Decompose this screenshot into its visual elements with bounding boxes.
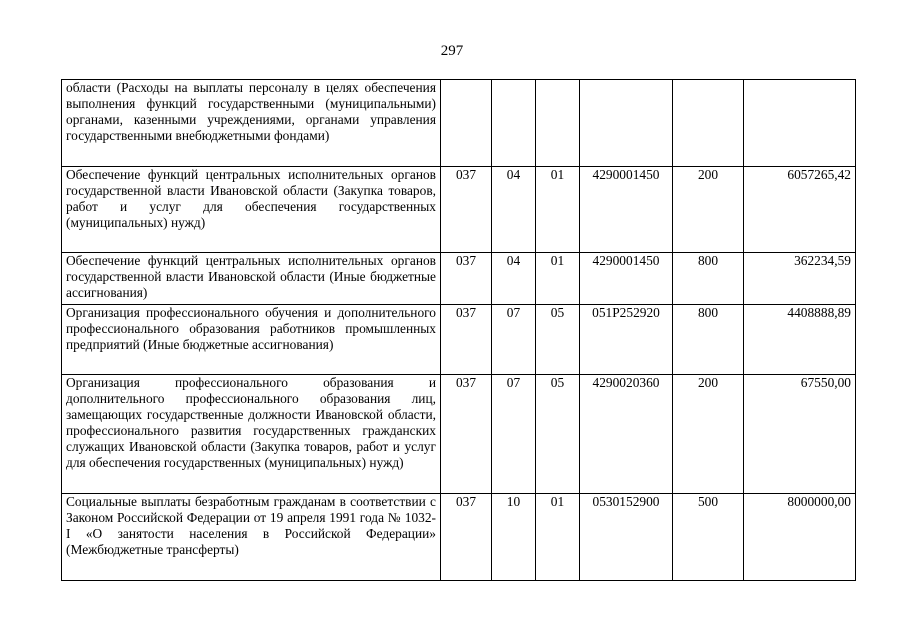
row-expense-type: 500 xyxy=(673,494,744,581)
row-target-article: 4290020360 xyxy=(580,375,673,494)
table-row xyxy=(62,167,856,253)
row-subsection: 05 xyxy=(536,305,580,375)
row-admin-code: 037 xyxy=(441,305,492,375)
row-admin-code xyxy=(441,80,492,167)
row-subsection: 01 xyxy=(536,253,580,305)
row-target-article: 4290001450 xyxy=(580,167,673,253)
row-expense-type: 800 xyxy=(673,305,744,375)
row-subsection: 01 xyxy=(536,494,580,581)
row-target-article xyxy=(580,80,673,167)
row-expense-type: 200 xyxy=(673,375,744,494)
row-description: Организация профессионального обучения и дополнительного профессионального образования работников промышленных предприятий (Иные бюджетные ассигнования) xyxy=(62,305,441,375)
row-section: 10 xyxy=(492,494,536,581)
row-subsection: 05 xyxy=(536,375,580,494)
row-section: 04 xyxy=(492,167,536,253)
row-amount: 6057265,42 xyxy=(744,167,856,253)
row-amount: 67550,00 xyxy=(744,375,856,494)
row-amount: 4408888,89 xyxy=(744,305,856,375)
row-target-article: 4290001450 xyxy=(580,253,673,305)
row-description: области (Расходы на выплаты персоналу в целях обеспечения выполнения функций государственными (муниципальными) органами, казенными учреждениями, органами управления государственными внебюджетными фондами) xyxy=(62,80,441,167)
row-admin-code: 037 xyxy=(441,494,492,581)
table-row xyxy=(62,375,856,494)
table-row xyxy=(62,253,856,305)
table-row xyxy=(62,80,856,167)
row-target-article: 0530152900 xyxy=(580,494,673,581)
row-amount: 8000000,00 xyxy=(744,494,856,581)
row-description: Социальные выплаты безработным гражданам в соответствии с Законом Российской Федерации от 19 апреля 1991 года № 1032-I «О занятости населения в Российской Федерации» (Межбюджетные трансферты) xyxy=(62,494,441,581)
row-admin-code: 037 xyxy=(441,167,492,253)
row-target-article: 051P252920 xyxy=(580,305,673,375)
row-section xyxy=(492,80,536,167)
budget-table xyxy=(61,79,856,581)
row-section: 07 xyxy=(492,375,536,494)
row-section: 07 xyxy=(492,305,536,375)
row-description: Обеспечение функций центральных исполнительных органов государственной власти Ивановской области (Закупка товаров, работ и услуг для обеспечения государственных (муниципальных) нужд) xyxy=(62,167,441,253)
table-row xyxy=(62,305,856,375)
page-number: 297 xyxy=(440,43,464,59)
row-expense-type: 800 xyxy=(673,253,744,305)
row-amount xyxy=(744,80,856,167)
table-row xyxy=(62,494,856,581)
row-subsection xyxy=(536,80,580,167)
row-admin-code: 037 xyxy=(441,375,492,494)
row-description: Организация профессионального образования и дополнительного профессионального образования лиц, замещающих государственные должности Ивановской области, профессионального развития государственных гражданских служащих Ивановской области (Закупка товаров, работ и услуг для обеспечения государственных (муниципальных) нужд) xyxy=(62,375,441,494)
row-admin-code: 037 xyxy=(441,253,492,305)
row-description: Обеспечение функций центральных исполнительных органов государственной власти Ивановской области (Иные бюджетные ассигнования) xyxy=(62,253,441,305)
row-expense-type: 200 xyxy=(673,167,744,253)
row-amount: 362234,59 xyxy=(744,253,856,305)
row-expense-type xyxy=(673,80,744,167)
row-subsection: 01 xyxy=(536,167,580,253)
row-section: 04 xyxy=(492,253,536,305)
